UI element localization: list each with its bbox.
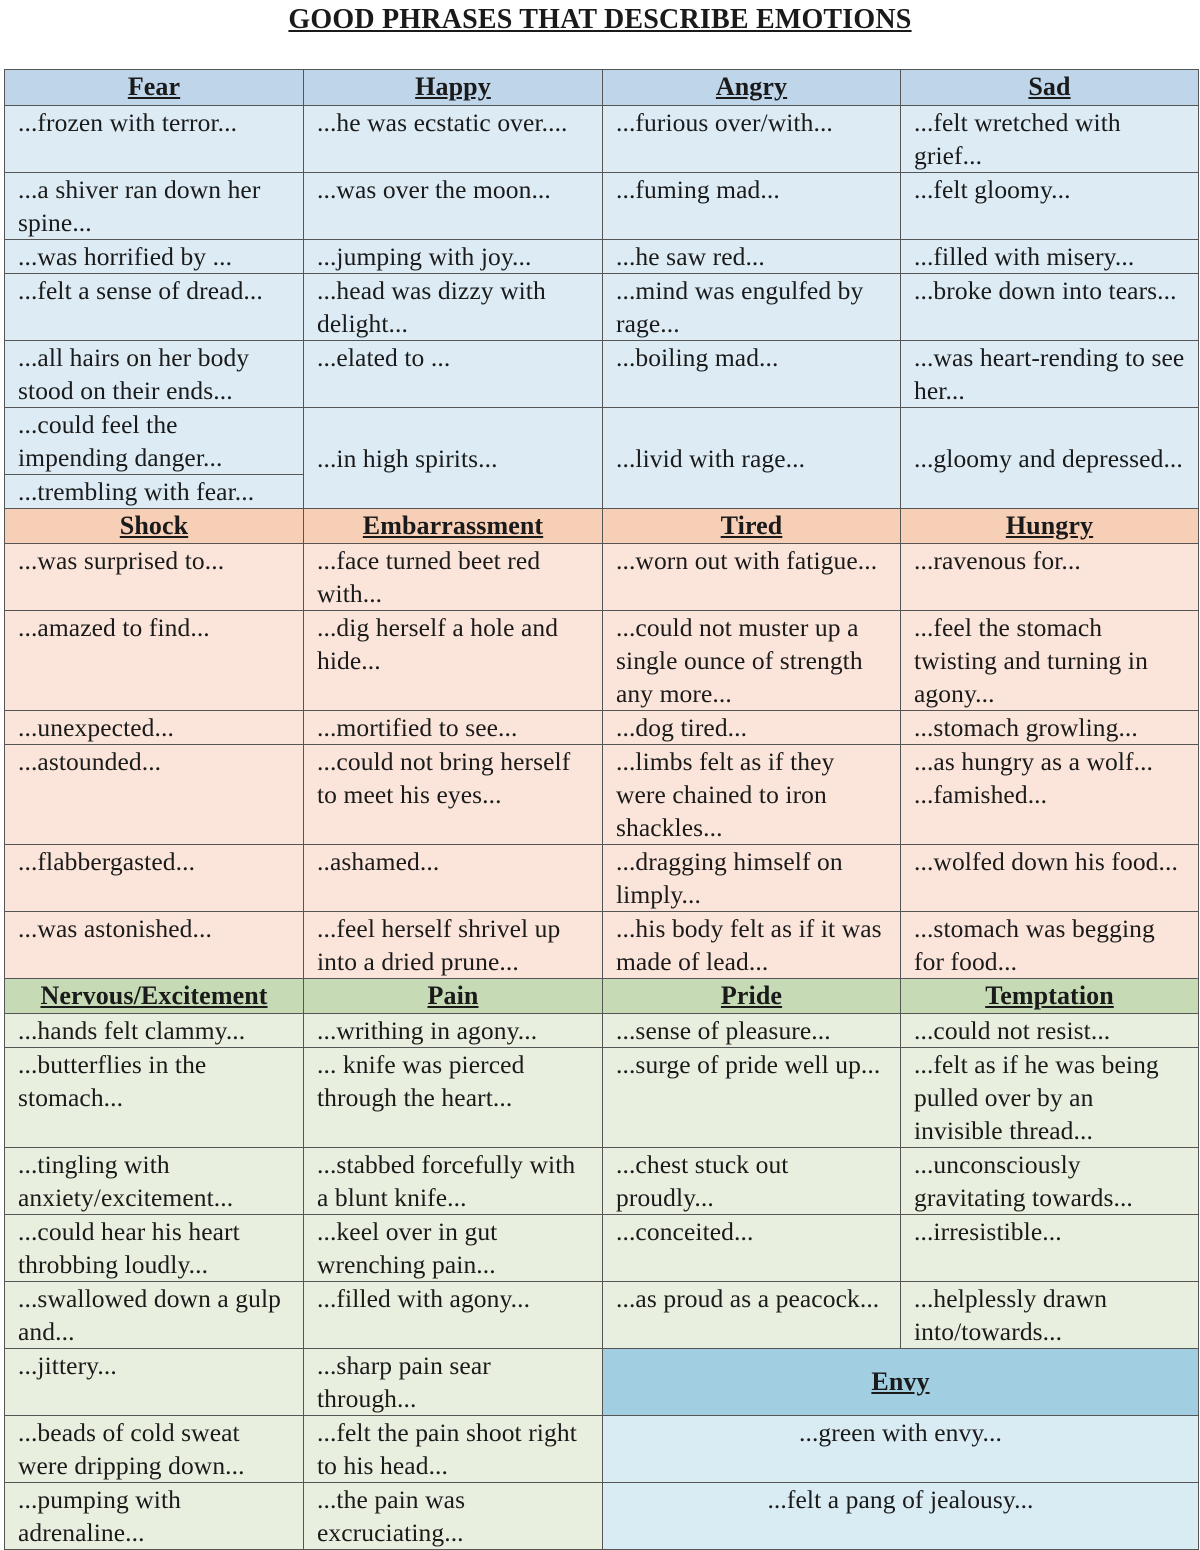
phrase-text: ...trembling with fear... (5, 474, 303, 508)
table-row (5, 1483, 1199, 1550)
phrase-cell: ...he was ecstatic over.... (304, 106, 603, 173)
table-row (5, 1148, 1199, 1215)
phrase-cell: ...butterflies in the stomach... (5, 1048, 304, 1148)
table-row (5, 611, 1199, 711)
phrase-cell: ...as proud as a peacock... (603, 1282, 901, 1349)
phrase-cell: ...pumping with adrenaline... (5, 1483, 304, 1550)
phrase-cell: ...dig herself a hole and hide... (304, 611, 603, 711)
column-header: Pride (603, 979, 901, 1014)
phrase-cell: ...felt gloomy... (901, 173, 1199, 240)
phrase-cell: ...stabbed forcefully with a blunt knife... (304, 1148, 603, 1215)
table-row (5, 240, 1199, 274)
table-row (5, 1014, 1199, 1048)
phrase-cell: ...fuming mad... (603, 173, 901, 240)
table-row (5, 544, 1199, 611)
phrase-cell: ...elated to ... (304, 341, 603, 408)
phrase-cell: ...dragging himself on limply... (603, 845, 901, 912)
table-row (5, 274, 1199, 341)
table-row (5, 1282, 1199, 1349)
phrase-cell: ...mind was engulfed by rage... (603, 274, 901, 341)
phrase-cell: ...keel over in gut wrenching pain... (304, 1215, 603, 1282)
phrase-cell: ...swallowed down a gulp and... (5, 1282, 304, 1349)
phrase-cell: ...flabbergasted... (5, 845, 304, 912)
phrase-cell: ...sense of pleasure... (603, 1014, 901, 1048)
phrase-cell: ...he saw red... (603, 240, 901, 274)
phrase-cell: ...could not muster up a single ounce of strength any more... (603, 611, 901, 711)
header-row (5, 979, 1199, 1014)
header-row (5, 509, 1199, 544)
phrase-cell: ...writhing in agony... (304, 1014, 603, 1048)
phrase-text: ...could feel the impending danger... (18, 410, 223, 472)
envy-header: Envy (603, 1349, 1199, 1416)
phrase-cell: ...dog tired... (603, 711, 901, 745)
column-header: Happy (304, 70, 603, 106)
table-row (5, 745, 1199, 845)
phrase-cell: ...face turned beet red with... (304, 544, 603, 611)
column-header: Sad (901, 70, 1199, 106)
phrase-cell: ...filled with misery... (901, 240, 1199, 274)
phrase-cell: ...jittery... (5, 1349, 304, 1416)
phrase-cell: ...irresistible... (901, 1215, 1199, 1282)
phrase-cell: ...felt as if he was being pulled over by an invisible thread... (901, 1048, 1199, 1148)
table-row (5, 845, 1199, 912)
phrase-cell: ...stomach was begging for food... (901, 912, 1199, 979)
phrase-cell: ...worn out with fatigue... (603, 544, 901, 611)
phrase-cell: ...head was dizzy with delight... (304, 274, 603, 341)
phrase-cell: ...feel the stomach twisting and turning in agony... (901, 611, 1199, 711)
column-header: Angry (603, 70, 901, 106)
phrase-cell: ...furious over/with... (603, 106, 901, 173)
table-row (5, 1349, 1199, 1416)
table-row (5, 341, 1199, 408)
phrase-cell: ...as hungry as a wolf... ...famished... (901, 745, 1199, 845)
phrase-cell: ...limbs felt as if they were chained to iron shackles... (603, 745, 901, 845)
phrase-cell: ...amazed to find... (5, 611, 304, 711)
phrase-cell: ...could not resist... (901, 1014, 1199, 1048)
page-title: GOOD PHRASES THAT DESCRIBE EMOTIONS (288, 4, 912, 35)
phrase-cell: ...felt a sense of dread... (5, 274, 304, 341)
phrase-cell: ...in high spirits... (304, 408, 603, 509)
phrase-cell: ...ravenous for... (901, 544, 1199, 611)
column-header: Temptation (901, 979, 1199, 1014)
phrase-cell: ...a shiver ran down her spine... (5, 173, 304, 240)
phrase-cell: ...filled with agony... (304, 1282, 603, 1349)
column-header: Embarrassment (304, 509, 603, 544)
phrase-cell: ...was astonished... (5, 912, 304, 979)
column-header: Shock (5, 509, 304, 544)
emotions-table (4, 69, 1199, 1550)
phrase-cell: ...livid with rage... (603, 408, 901, 509)
phrase-cell: ...helplessly drawn into/towards... (901, 1282, 1199, 1349)
column-header: Hungry (901, 509, 1199, 544)
column-header: Nervous/Excitement (5, 979, 304, 1014)
phrase-cell: ...sharp pain sear through... (304, 1349, 603, 1416)
phrase-cell: ...conceited... (603, 1215, 901, 1282)
phrase-cell: ...was surprised to... (5, 544, 304, 611)
phrase-cell: ...felt the pain shoot right to his head... (304, 1416, 603, 1483)
phrase-cell: ...gloomy and depressed... (901, 408, 1199, 509)
envy-phrase-cell: ...green with envy... (603, 1416, 1199, 1483)
phrase-cell: ...boiling mad... (603, 341, 901, 408)
table-row (5, 408, 1199, 509)
column-header: Pain (304, 979, 603, 1014)
phrase-cell: ...was over the moon... (304, 173, 603, 240)
phrase-cell: ...all hairs on her body stood on their ends... (5, 341, 304, 408)
phrase-cell: ...surge of pride well up... (603, 1048, 901, 1148)
phrase-cell: ...broke down into tears... (901, 274, 1199, 341)
table-row (5, 711, 1199, 745)
phrase-cell: ...felt wretched with grief... (901, 106, 1199, 173)
phrase-cell-split (5, 408, 304, 509)
table-row (5, 1048, 1199, 1148)
table-row (5, 1416, 1199, 1483)
phrase-cell: ...frozen with terror... (5, 106, 304, 173)
envy-phrase-cell: ...felt a pang of jealousy... (603, 1483, 1199, 1550)
header-row (5, 70, 1199, 106)
phrase-cell: ...could not bring herself to meet his eyes... (304, 745, 603, 845)
table-row (5, 106, 1199, 173)
phrase-cell: ...unconsciously gravitating towards... (901, 1148, 1199, 1215)
phrase-cell: ...the pain was excruciating... (304, 1483, 603, 1550)
phrase-cell: ...was horrified by ... (5, 240, 304, 274)
phrase-cell: ...hands felt clammy... (5, 1014, 304, 1048)
phrase-cell: ..ashamed... (304, 845, 603, 912)
phrase-cell: ...beads of cold sweat were dripping down... (5, 1416, 304, 1483)
table-row (5, 912, 1199, 979)
table-row (5, 1215, 1199, 1282)
phrase-cell: ...unexpected... (5, 711, 304, 745)
phrase-cell: ...tingling with anxiety/excitement... (5, 1148, 304, 1215)
phrase-cell: ...his body felt as if it was made of lead... (603, 912, 901, 979)
phrase-cell: ...stomach growling... (901, 711, 1199, 745)
column-header: Tired (603, 509, 901, 544)
phrase-cell: ...chest stuck out proudly... (603, 1148, 901, 1215)
table-row (5, 173, 1199, 240)
phrase-cell: ...astounded... (5, 745, 304, 845)
phrase-cell: ...was heart-rending to see her... (901, 341, 1199, 408)
column-header: Fear (5, 70, 304, 106)
phrase-cell: ... knife was pierced through the heart... (304, 1048, 603, 1148)
phrase-cell: ...could hear his heart throbbing loudly... (5, 1215, 304, 1282)
phrase-cell: ...wolfed down his food... (901, 845, 1199, 912)
phrase-cell: ...mortified to see... (304, 711, 603, 745)
phrase-cell: ...feel herself shrivel up into a dried prune... (304, 912, 603, 979)
phrase-cell: ...jumping with joy... (304, 240, 603, 274)
